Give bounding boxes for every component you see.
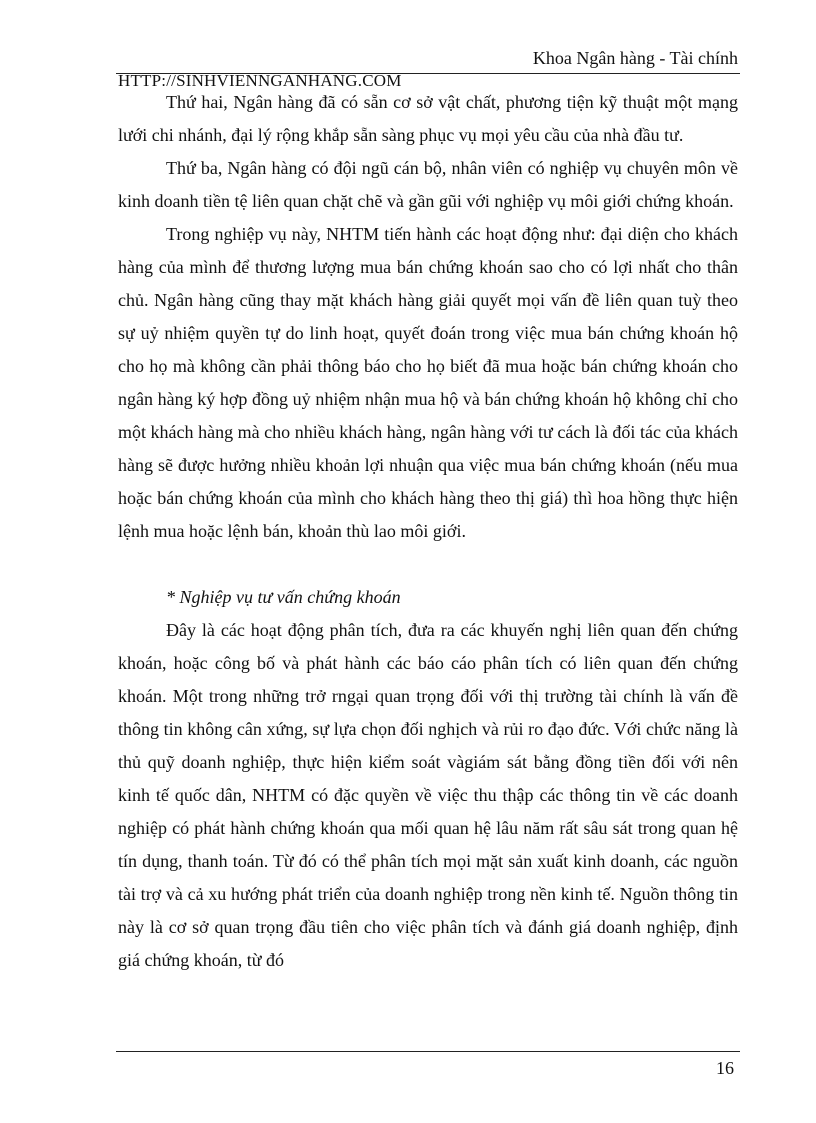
page-header-url: HTTP://SINHVIENNGANHANG.COM [118,71,402,90]
paragraph-nghiep-vu-moi-gioi: Trong nghiệp vụ này, NHTM tiến hành các hoạt động như: đại diện cho khách hàng của mình để thương lượng mua bán chứng khoán sao cho có lợi nhất cho thân chủ. Ngân hàng cũng thay mặt khách hàng giải quyết mọi vấn đề liên quan tuỳ theo sự uỷ nhiệm quyền tự do linh hoạt, quyết đoán trong việc mua bán chứng khoán hộ cho họ mà không cần phải thông báo cho họ biết đã mua hoặc bán chứng khoán cho ngân hàng ký hợp đồng uỷ nhiệm nhận mua hộ và bán chứng khoán hộ không chỉ cho một khách hàng mà cho nhiều khách hàng, ngân hàng với tư cách là đối tác của khách hàng sẽ được hưởng nhiều khoản lợi nhuận qua việc mua bán chứng khoán (nếu mua hoặc bán chứng khoán của mình cho khách hàng theo thị giá) thì hoa hồng thực hiện lệnh mua hoặc lệnh bán, khoản thù lao môi giới. [118,224,738,541]
paragraph-thu-ba: Thứ ba, Ngân hàng có đội ngũ cán bộ, nhân viên có nghiệp vụ chuyên môn về kinh doanh tiền tệ liên quan chặt chẽ và gần gũi với nghiệp vụ môi giới chứng khoán. [118,158,738,211]
page-number: 16 [716,1058,734,1078]
section-heading-tu-van: * Nghiệp vụ tư vấn chứng khoán [166,587,401,607]
document-body [118,86,738,977]
footer-divider [116,1051,740,1052]
page-header-department: Khoa Ngân hàng - Tài chính [532,48,738,68]
paragraph-tu-van-chung-khoan: Đây là các hoạt động phân tích, đưa ra các khuyến nghị liên quan đến chứng khoán, hoặc công bố và phát hành các báo cáo phân tích có liên quan đến chứng khoán. Một trong những trở rngại quan trọng đối với thị trường tài chính là vấn đề thông tin không cân xứng, sự lựa chọn đối nghịch và rủi ro đạo đức. Với chức năng là thủ quỹ doanh nghiệp, thực hiện kiểm soát vàgiám sát bằng đồng tiền đối với nên kinh tế quốc dân, NHTM có đặc quyền về việc thu thập các thông tin về các doanh nghiệp có phát hành chứng khoán qua mối quan hệ lâu năm rất sâu sát trong quan hệ tín dụng, thanh toán. Từ đó có thể phân tích mọi mặt sản xuất kinh doanh, các nguồn tài trợ và cả xu hướng phát triển của doanh nghiệp trong nền kinh tế. Nguồn thông tin này là cơ sở quan trọng đầu tiên cho việc phân tích và đánh giá doanh nghiệp, định giá chứng khoán, từ đó [118,620,738,970]
paragraph-thu-hai: Thứ hai, Ngân hàng đã có sẵn cơ sở vật chất, phương tiện kỹ thuật một mạng lưới chi nhánh, đại lý rộng khắp sẵn sàng phục vụ mọi yêu cầu của nhà đầu tư. [118,92,738,145]
